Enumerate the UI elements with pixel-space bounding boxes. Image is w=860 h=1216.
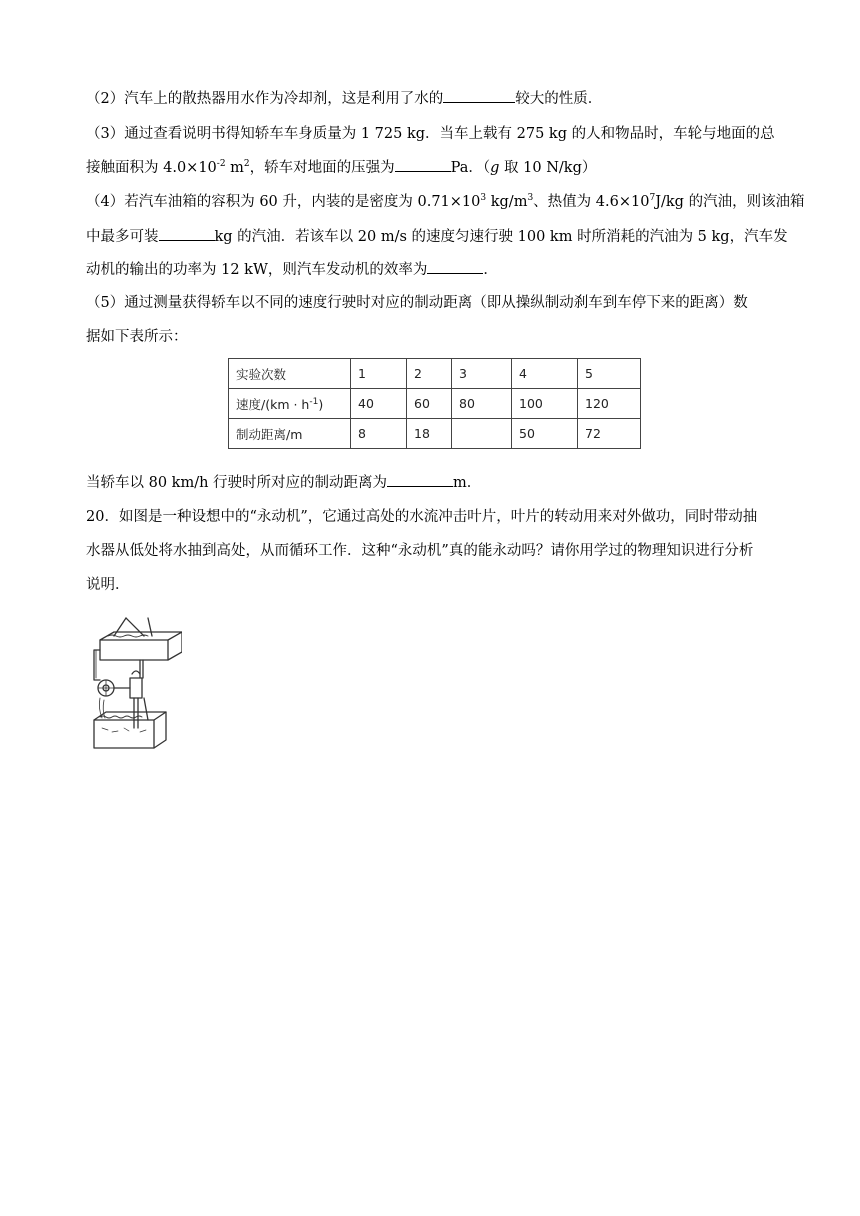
q2-text: （2）汽车上的散热器用水作为冷却剂，这是利用了水的: [86, 91, 444, 107]
q3-text: 接触面积为 4.0×10: [86, 160, 217, 176]
table-cell: 2: [407, 359, 452, 389]
answer-blank[interactable]: [395, 157, 451, 172]
exponent: 3: [480, 193, 487, 204]
exponent: 3: [527, 193, 534, 204]
question-20-line-1: 20．如图是一种设想中的“永动机”，它通过高处的水流冲击叶片，叶片的转动用来对外做功，同时带动抽: [86, 509, 758, 525]
perpetual-motion-machine-figure: [86, 616, 182, 764]
table-cell: 80: [452, 389, 512, 419]
question-20-line-2: 水器从低处将水抽到高处，从而循环工作．这种“永动机”真的能永动吗？请你用学过的物理知识进行分析: [86, 543, 754, 559]
q5-unit: m．: [453, 475, 482, 491]
q3-text: ，轿车对地面的压强为: [249, 160, 395, 176]
table-cell: 72: [578, 419, 641, 449]
q4-unit: kg/m: [486, 194, 528, 210]
question-3-line-2: [86, 157, 596, 178]
q5-text: 当轿车以 80 km/h 行驶时所对应的制动距离为: [86, 475, 388, 491]
q3-unit: m: [225, 160, 244, 176]
q4-text: kg 的汽油．若该车以 20 m/s 的速度匀速行驶 100 km 时所消耗的汽油为 5 kg，汽车发: [214, 229, 788, 245]
table-cell: 40: [351, 389, 407, 419]
table-cell: 120: [578, 389, 641, 419]
answer-blank[interactable]: [387, 472, 453, 487]
question-4-line-2: [86, 226, 788, 247]
g-symbol: g: [490, 160, 500, 176]
table-cell: 18: [407, 419, 452, 449]
exponent: 7: [649, 193, 656, 204]
table-cell-empty: [452, 419, 512, 449]
question-4-line-1: [86, 192, 805, 212]
question-4-line-3: [86, 259, 498, 280]
table-cell: 制动距离/m: [229, 419, 351, 449]
answer-blank[interactable]: [443, 88, 515, 103]
q4-text: 中最多可装: [86, 229, 159, 245]
table-cell: [229, 389, 351, 419]
table-cell: 100: [512, 389, 578, 419]
table-cell: 8: [351, 419, 407, 449]
table-cell: 实验次数: [229, 359, 351, 389]
q4-text: 、热值为 4.6×10: [533, 194, 650, 210]
table-cell: 5: [578, 359, 641, 389]
q4-text: ．: [483, 262, 498, 278]
speed-label: 速度/(km · h: [236, 396, 310, 412]
q4-text: J/kg 的汽油，则该油箱: [655, 194, 805, 210]
table-cell: 3: [452, 359, 512, 389]
question-20-line-3: 说明．: [86, 577, 130, 593]
answer-blank[interactable]: [427, 259, 483, 274]
exponent: -1: [309, 396, 319, 407]
table-cell: 50: [512, 419, 578, 449]
q3-unit: Pa．（: [450, 160, 491, 176]
braking-distance-table: [228, 358, 641, 449]
exponent: -2: [216, 159, 226, 170]
table-cell: 4: [512, 359, 578, 389]
table-cell: 1: [351, 359, 407, 389]
table-row: [229, 359, 641, 389]
exponent: 2: [243, 159, 250, 170]
q2-text-end: 较大的性质．: [515, 91, 603, 107]
question-5-line-1: （5）通过测量获得轿车以不同的速度行驶时对应的制动距离（即从操纵制动刹车到车停下来的距离）数: [86, 295, 748, 311]
speed-label-close: ): [318, 396, 324, 412]
question-5-conclusion: [86, 472, 481, 493]
q3-note: 取 10 N/kg）: [499, 160, 597, 176]
question-5-line-2: 据如下表所示：: [86, 329, 188, 345]
q4-text: 动机的输出的功率为 12 kW，则汽车发动机的效率为: [86, 262, 428, 278]
table-row: [229, 389, 641, 419]
question-3-line-1: （3）通过查看说明书得知轿车车身质量为 1 725 kg．当车上载有 275 kg 的人和物品时，车轮与地面的总: [86, 126, 775, 142]
answer-blank[interactable]: [159, 226, 215, 241]
table-row: [229, 419, 641, 449]
table-cell: 60: [407, 389, 452, 419]
q4-text: （4）若汽车油箱的容积为 60 升，内装的是密度为 0.71×10: [86, 194, 481, 210]
question-2: [86, 88, 602, 109]
